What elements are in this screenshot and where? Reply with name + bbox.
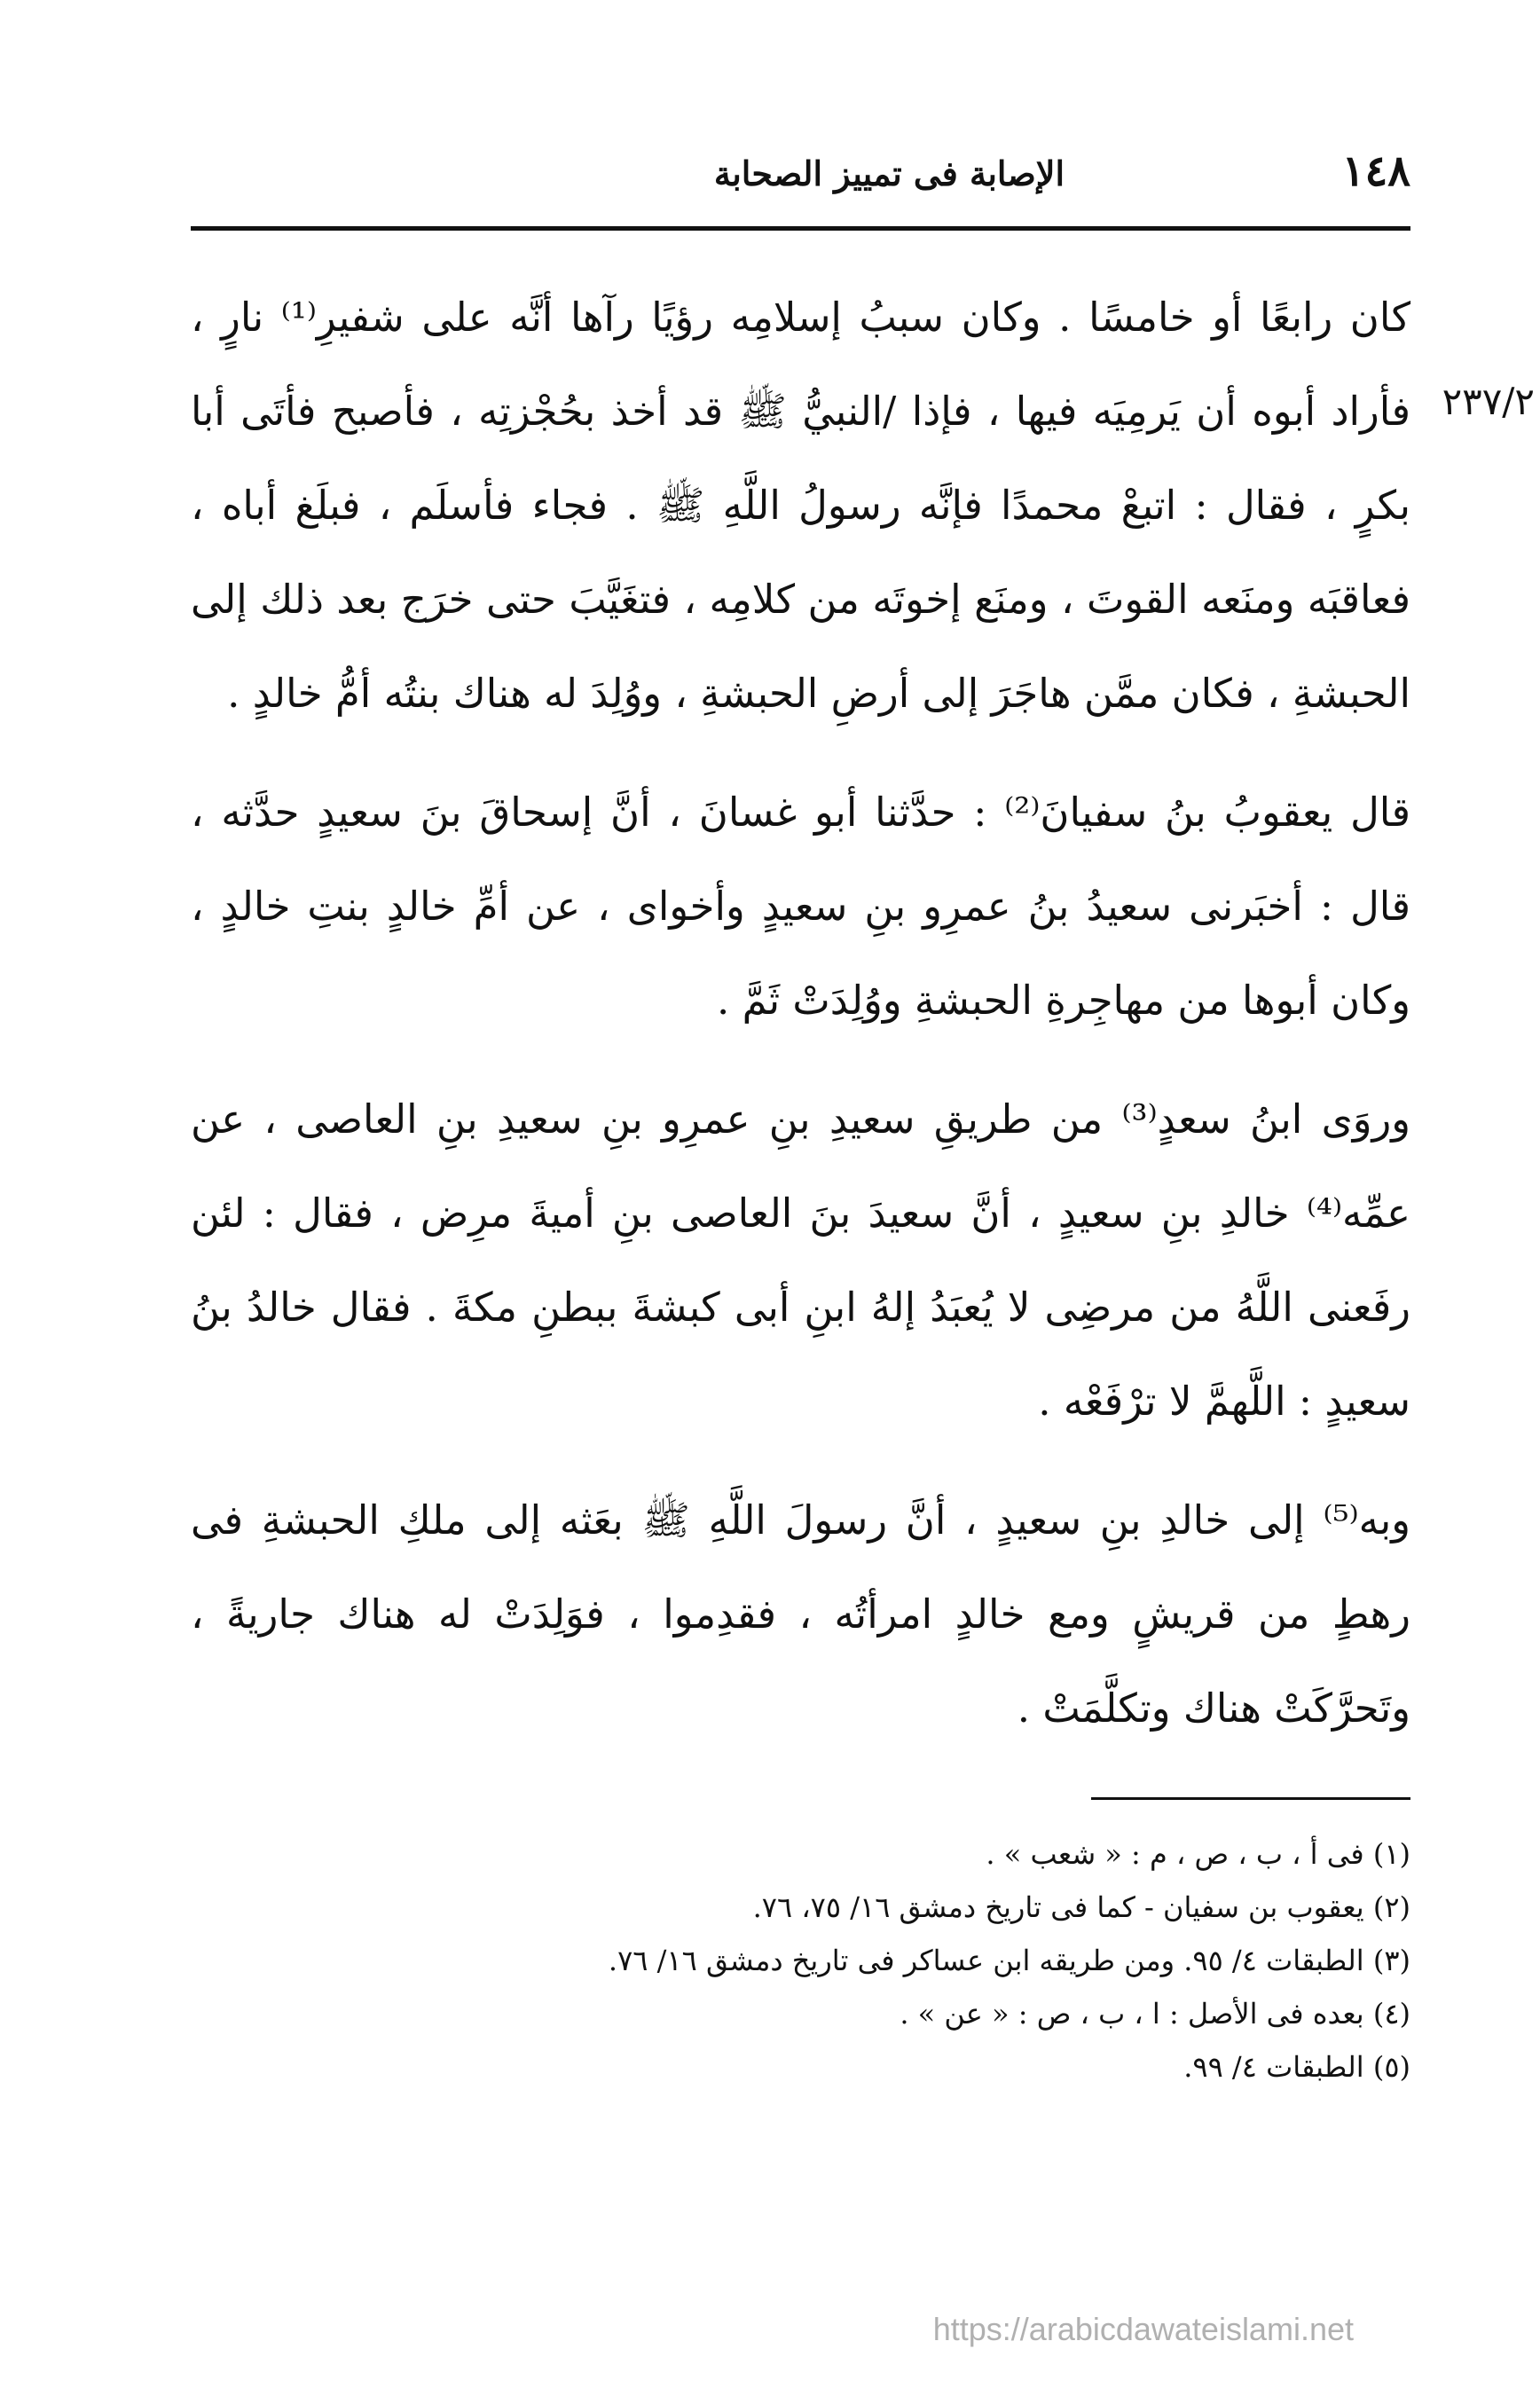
footnote-3: (٣) الطبقات ٤/ ٩٥. ومن طريقه ابن عساكر فى تاريخ دمشق ١٦/ ٧٦. [608, 1944, 1410, 1977]
header-rule [191, 226, 1410, 231]
margin-volume-page-reference: ٢٣٧/٢ [1442, 380, 1535, 423]
footnotes-rule [1091, 1797, 1410, 1800]
page-number: ١٤٨ [1341, 146, 1410, 196]
footnote-5: (٥) الطبقات ٤/ ٩٩. [1183, 2050, 1410, 2084]
paragraph-1: كان رابعًا أو خامسًا . وكان سببُ إسلامِه رؤيًا رآها أنَّه على شفيرِ⁽¹⁾ نارٍ ، فأراد أبوه أن يَرمِيَه فيها ، فإذا /النبيُّ ﷺ قد أخذ بحُجْزتِه ، فأصبح فأتَى أبا بكرٍ ، فقال : اتبعْ محمدًا فإنَّه رسولُ اللَّهِ ﷺ . فجاء فأسلَم ، فبلَغ أباه ، فعاقبَه ومنَعه القوتَ ، ومنَع إخوتَه من كلامِه ، فتغَيَّبَ حتى خرَج بعد ذلك إلى الحبشةِ ، فكان ممَّن هاجَرَ إلى أرضِ الحبشةِ ، ووُلِدَ له هناك بنتُه أمُّ خالدٍ . [191, 294, 1410, 717]
page-header [191, 146, 1410, 213]
watermark-url: https://arabicdawateislami.net [932, 2311, 1354, 2347]
footnotes [191, 1827, 1410, 2094]
paragraph-4: وبه⁽⁵⁾ إلى خالدِ بنِ سعيدٍ ، أنَّ رسولَ اللَّهِ ﷺ بعَثه إلى ملكِ الحبشةِ فى رهطٍ من قريشٍ ومع خالدٍ امرأتُه ، فقدِموا ، فوَلِدَتْ له هناك جاريةً ، وتَحرَّكَتْ هناك وتكلَّمَتْ . [191, 1497, 1410, 1732]
running-title: الإصابة فى تمييز الصحابة [713, 153, 1065, 193]
footnote-4: (٤) بعده فى الأصل : ا ، ب ، ص : « عن » . [900, 1997, 1410, 2031]
footnote-2: (٢) يعقوب بن سفيان - كما فى تاريخ دمشق ١٦/ ٧٥، ٧٦. [752, 1890, 1410, 1924]
paragraph-3: وروَى ابنُ سعدٍ⁽³⁾ من طريقِ سعيدِ بنِ عمرِو بنِ سعيدِ بنِ العاصى ، عن عمِّه⁽⁴⁾ خالدِ بنِ سعيدٍ ، أنَّ سعيدَ بنَ العاصى بنِ أميةَ مرِض ، فقال : لئن رفَعنى اللَّهُ من مرضِى لا يُعبَدُ إلهُ ابنِ أبى كبشةَ ببطنِ مكةَ . فقال خالدُ بنُ سعيدٍ : اللَّهمَّ لا ترْفَعْه . [191, 1096, 1410, 1425]
footnote-1: (١) فى أ ، ب ، ص ، م : « شعب » . [986, 1837, 1410, 1871]
main-text [191, 271, 1410, 1780]
paragraph-2: قال يعقوبُ بنُ سفيانَ⁽²⁾ : حدَّثنا أبو غسانَ ، أنَّ إسحاقَ بنَ سعيدٍ حدَّثه ، قال : أخبَرنى سعيدُ بنُ عمرِو بنِ سعيدٍ وأخواى ، عن أمِّ خالدٍ بنتِ خالدٍ ، وكان أبوها من مهاجِرةِ الحبشةِ ووُلِدَتْ ثَمَّ . [191, 789, 1411, 1024]
